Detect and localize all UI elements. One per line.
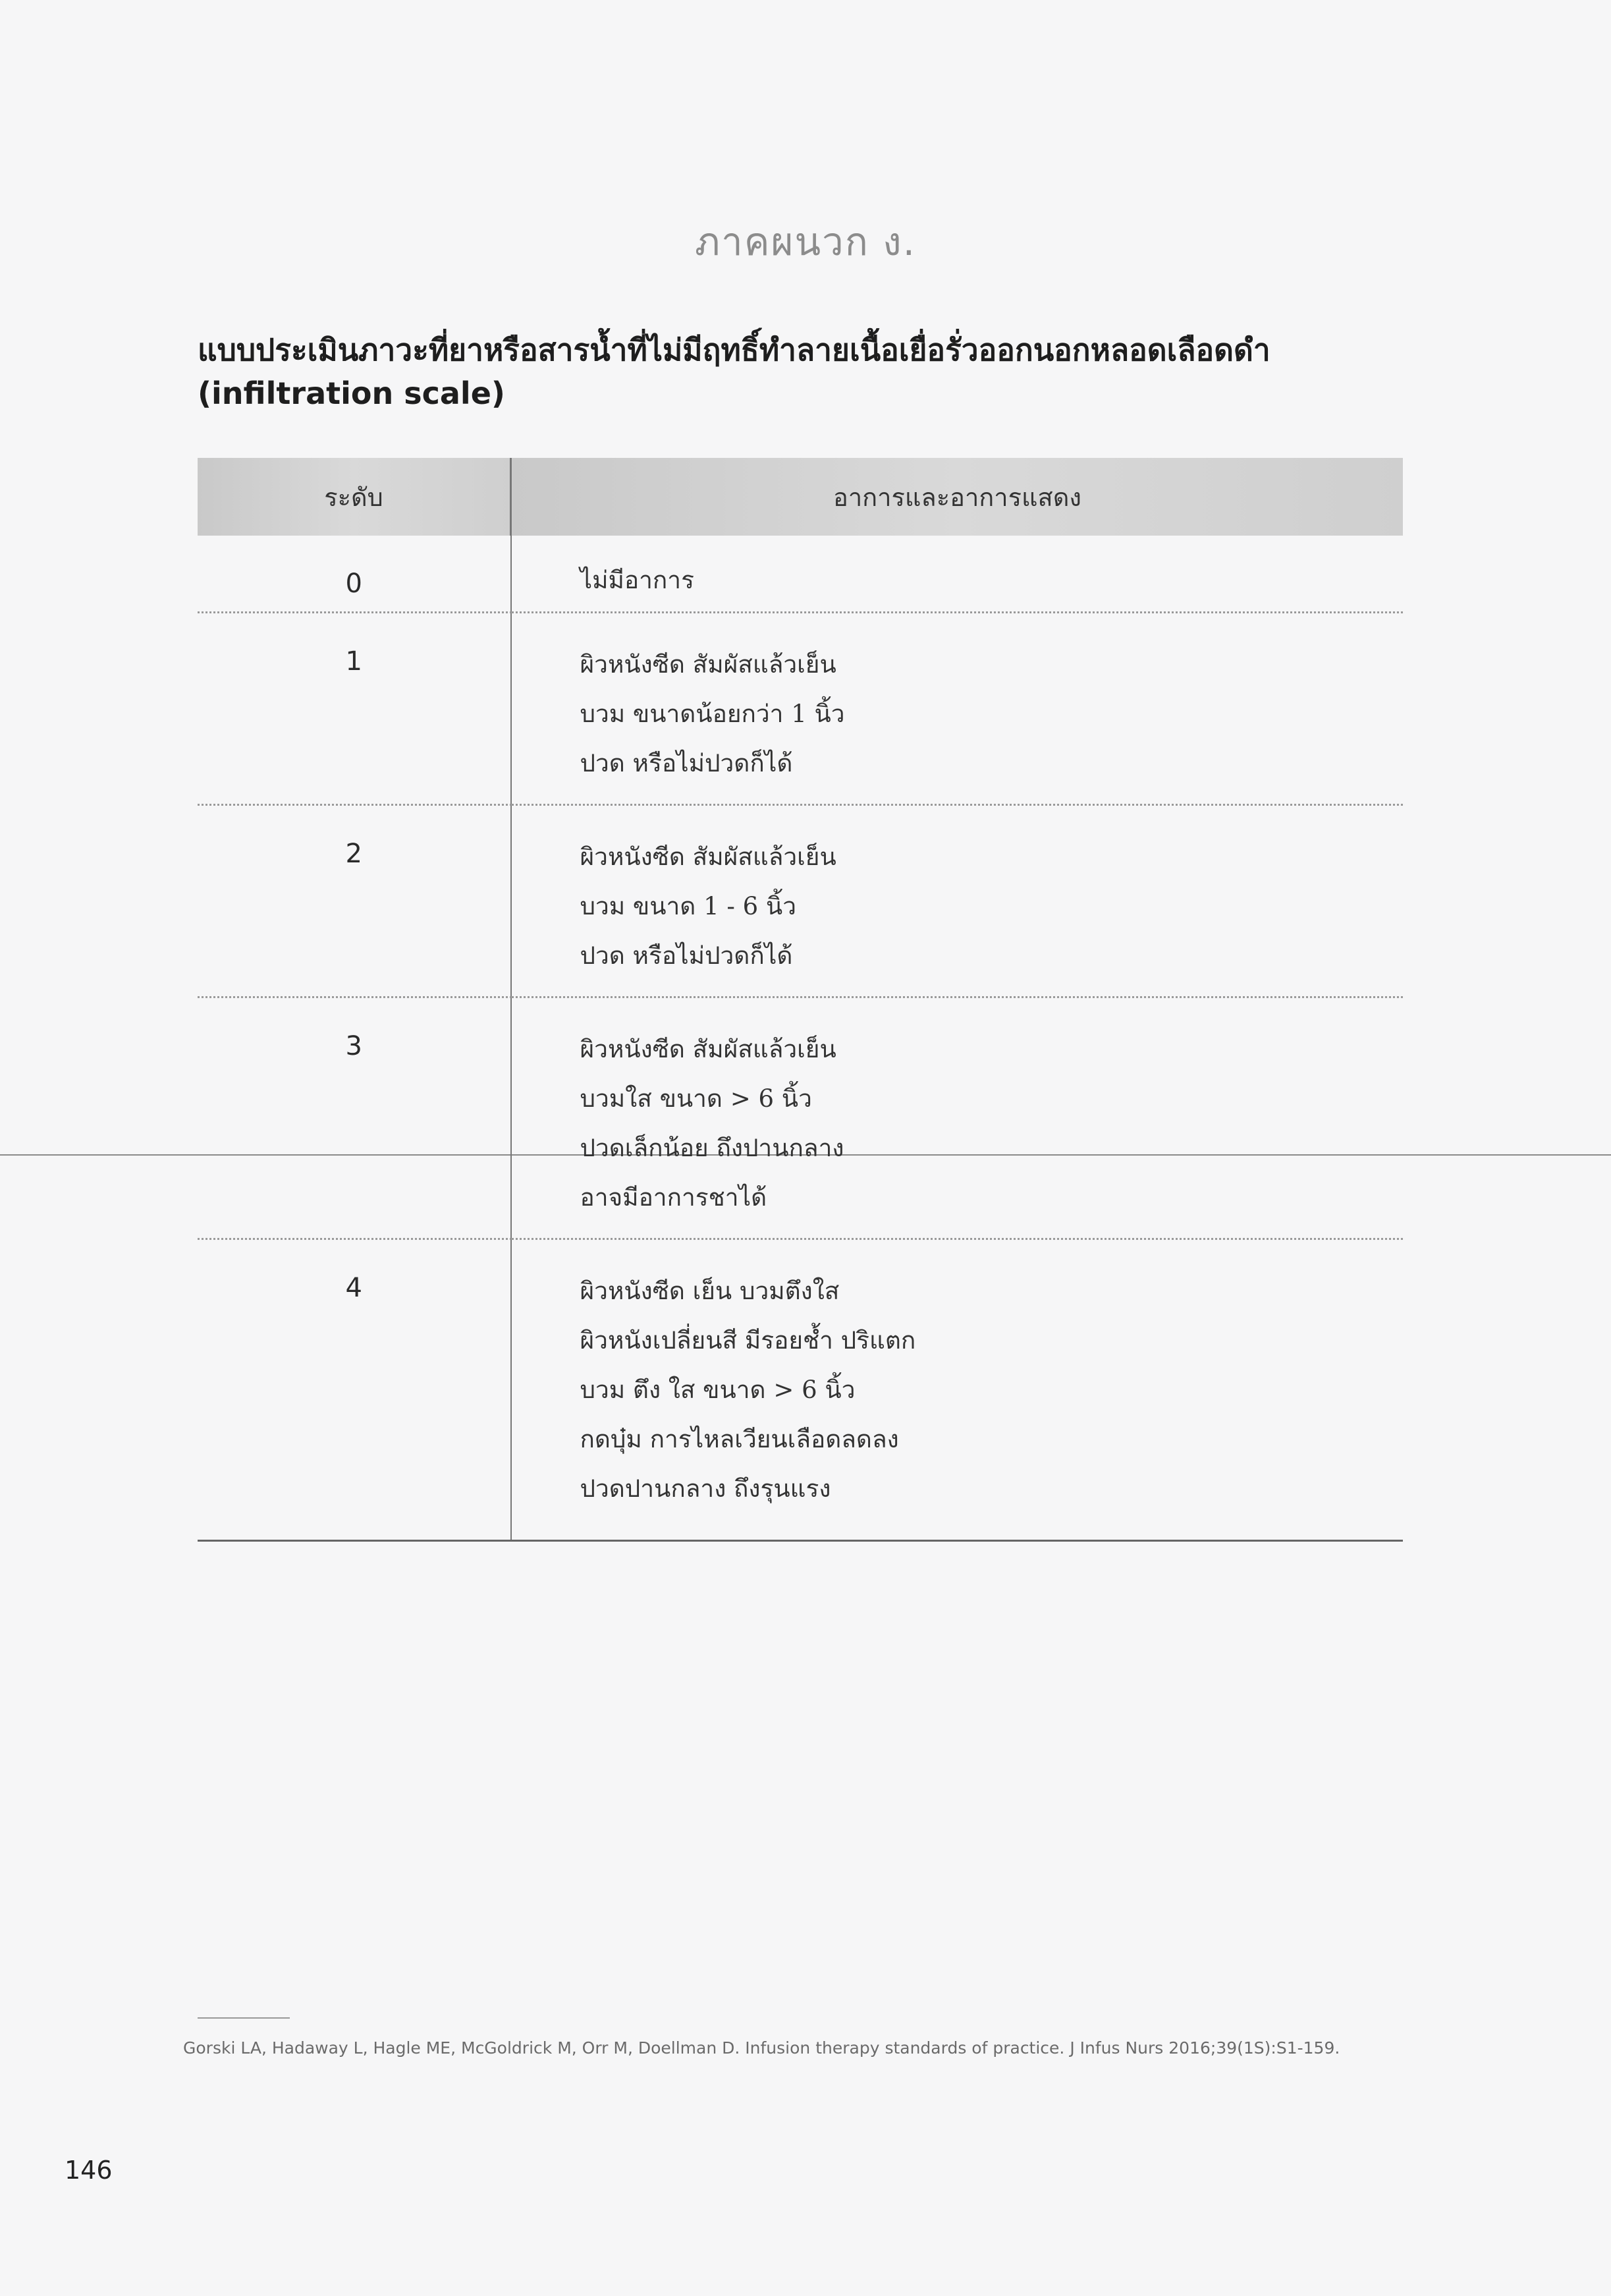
symptom-line: บวม ขนาดน้อยกว่า 1 นิ้ว	[580, 700, 845, 728]
level-cell: 3	[198, 997, 511, 1239]
table-row	[198, 1239, 1403, 1541]
symptoms-cell	[511, 613, 1404, 805]
level-cell: 0	[198, 536, 511, 613]
page-number: 146	[65, 2156, 113, 2185]
symptom-line: ปวดเล็กน้อย ถึงปานกลาง	[580, 1134, 844, 1162]
symptom-line: บวม ตึง ใส ขนาด > 6 นิ้ว	[580, 1376, 856, 1404]
symptoms-cell	[511, 1239, 1404, 1541]
symptom-line: ไม่มีอาการ	[580, 566, 694, 594]
appendix-heading: ภาคผนวก ง.	[694, 219, 917, 264]
infiltration-scale-table	[198, 458, 1403, 1542]
symptom-line: กดบุ๋ม การไหลเวียนเลือดลดลง	[580, 1425, 899, 1453]
footnote-reference: Gorski LA, Hadaway L, Hagle ME, McGoldrick M, Orr M, Doellman D. Infusion therapy standards of practice. J Infus Nurs 2016;39(1S):S1-159.	[183, 2038, 1340, 2058]
symptom-line: บวม ขนาด 1 - 6 นิ้ว	[580, 892, 797, 920]
section-title	[198, 328, 1449, 415]
footnote-divider	[198, 2017, 290, 2019]
table-header-row	[198, 458, 1403, 536]
symptom-line: ปวดปานกลาง ถึงรุนแรง	[580, 1474, 831, 1503]
symptom-line: ผิวหนังซีด สัมผัสแล้วเย็น	[580, 1035, 836, 1063]
table-row	[198, 536, 1403, 613]
level-cell: 2	[198, 805, 511, 997]
symptom-line: บวมใส ขนาด > 6 นิ้ว	[580, 1084, 812, 1113]
table-row	[198, 613, 1403, 805]
symptom-line: อาจมีอาการชาได้	[580, 1183, 767, 1212]
symptom-line: ผิวหนังซีด สัมผัสแล้วเย็น	[580, 650, 836, 679]
title-thai: แบบประเมินภาวะที่ยาหรือสารน้ำที่ไม่มีฤทธิ์ทำลายเนื้อเยื่อรั่วออกนอกหลอดเลือดดำ	[198, 332, 1270, 368]
symptom-line: ผิวหนังซีด เย็น บวมตึงใส	[580, 1277, 840, 1305]
title-english: (infiltration scale)	[198, 376, 505, 411]
level-cell: 4	[198, 1239, 511, 1541]
symptom-line: ปวด หรือไม่ปวดก็ได้	[580, 749, 793, 777]
table-row	[198, 805, 1403, 997]
symptoms-cell	[511, 805, 1404, 997]
symptom-line: ผิวหนังซีด สัมผัสแล้วเย็น	[580, 843, 836, 871]
symptom-line: ปวด หรือไม่ปวดก็ได้	[580, 941, 793, 970]
table-row	[198, 997, 1403, 1239]
header-level: ระดับ	[198, 458, 511, 536]
level-cell: 1	[198, 613, 511, 805]
symptoms-cell	[511, 997, 1404, 1239]
symptoms-cell	[511, 536, 1404, 613]
symptom-line: ผิวหนังเปลี่ยนสี มีรอยช้ำ ปริแตก	[580, 1326, 916, 1355]
header-symptoms: อาการและอาการแสดง	[511, 458, 1404, 536]
